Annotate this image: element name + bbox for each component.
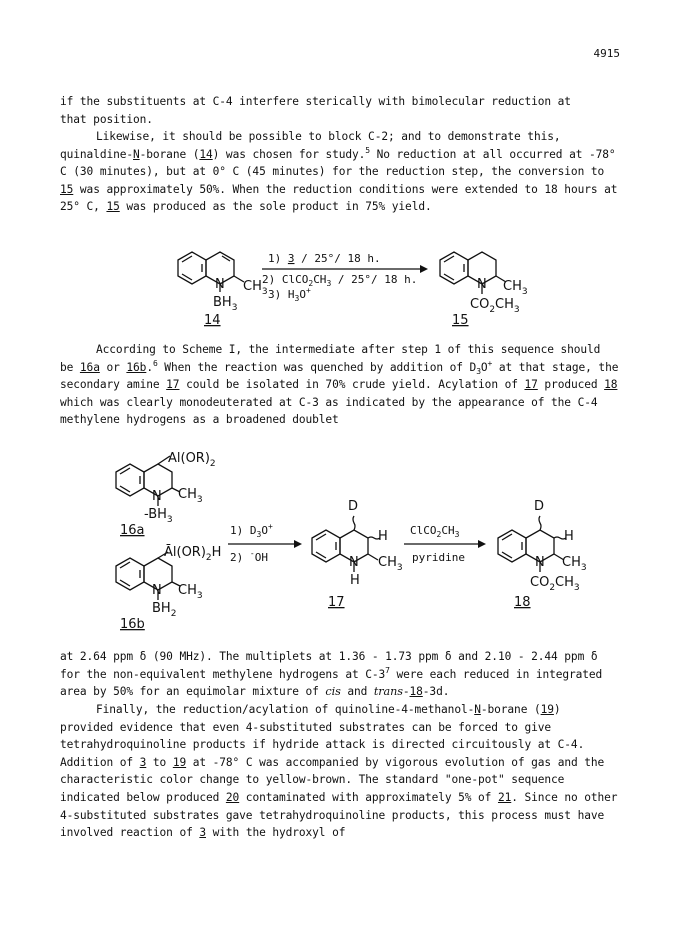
atom-n: N [477, 277, 487, 292]
scheme-1-drawing [0, 240, 680, 335]
methyl-group: $CH_3$ [562, 555, 587, 573]
aluminum-group: $Al(OR)_2$ [168, 451, 216, 469]
condition-step-1: 1) 3 / 25°/ 18 h. [268, 252, 381, 265]
reaction-scheme-1 [0, 240, 680, 335]
arrow-1-condition-top: 1) $D_3O^+$ [230, 522, 273, 539]
borane-group: $BH_3$ [213, 295, 238, 313]
arrow-head [420, 265, 428, 273]
hydrogen-label: H [378, 529, 388, 544]
page-number: 4915 [593, 47, 620, 60]
compound-label-14: 14 [204, 313, 221, 328]
borane-group: $BH_2$ [152, 601, 177, 619]
paragraph-line: that position. [60, 112, 153, 126]
paragraph-text: at 2.64 ppm δ (90 MHz). The multiplets at 1.36 - 1.73 ppm δ and 2.10 - 2.44 ppm δ for the non-equivalent methylene hydrogens at $C-3^7$ were each reduced in integrated area by 50% for an equimolar mixture of cis and trans-18-3d. [60, 650, 603, 699]
condition-step-2: 2) $ClCO_2CH_3 / 25^\circ/$ 18 h. [262, 273, 418, 288]
deuterium-label: D [348, 499, 359, 514]
compound-label-15: 15 [452, 313, 469, 328]
arrow-head [478, 540, 486, 548]
arrow-2-condition-bottom: pyridine [412, 551, 465, 564]
atom-n: N [215, 277, 225, 292]
paragraph-continuation [60, 93, 620, 128]
aluminum-hydride-group: $Āl(OR)_2H$ [164, 545, 222, 563]
atom-n: N [535, 555, 545, 570]
atom-n: N [152, 489, 162, 504]
borane-group: $-BH_3$ [144, 507, 173, 525]
paragraph-text: Finally, the reduction/acylation of quinoline-4-methanol-N-borane (19) provided evidence that even 4-substituted substrates can be forced to give tetrahydroquinoline products if hydride attack is directed circuitously at C-4. Addition of 3 to 19 at -78° C was accompanied by vigorous evolution of gas and the characteristic color change to yellow-brown. The standard "one-pot" sequence indicated below produced 20 contaminated with approximately 5% of 21. Since no other 4-substituted substrates gave tetrahydroquinoline products, this process must have involved reaction of 3 with the hydroxyl of [60, 703, 618, 840]
structure-15 [440, 252, 506, 294]
compound-label-16a: 16a [120, 523, 145, 538]
compound-label-16b: 16b [120, 617, 145, 632]
methyl-group: $CH_3$ [178, 487, 203, 505]
methyl-group: $CH_3$ [378, 555, 403, 573]
methyl-group: $CH_3$ [503, 279, 528, 297]
atom-n: N [349, 555, 359, 570]
methyl-group: $CH_3$ [243, 279, 268, 297]
deuterium-label: D [534, 499, 545, 514]
carbamate-group: $CO_2CH_3$ [530, 575, 580, 593]
arrow-1-condition-bottom: 2) -OH [230, 549, 268, 564]
scheme-2-drawing [0, 448, 680, 638]
condition-step-3: 3) $H_3O^+$ [268, 286, 311, 303]
paragraph-block-nmr [60, 648, 620, 701]
atom-n: N [152, 583, 162, 598]
structure-17 [312, 516, 380, 572]
paragraph-block-scheme-i [60, 341, 620, 429]
carbamate-group: $CO_2CH_3$ [470, 297, 520, 315]
arrow-2-condition-top: $ClCO_2CH_3$ [410, 524, 460, 539]
hydrogen-label: H [564, 529, 574, 544]
arrow-head [294, 540, 302, 548]
paragraph-text: Likewise, it should be possible to block C-2; and to demonstrate this, quinaldine-N-borane (14) was chosen for study.$^5$ No reduction at all occurred at -78° C (30 minutes), but at 0° C (45 minutes) for the reduction step, the conversion to 15 was approximately 50%. When the reduction conditions were extended to 18 hours at 25° C, 15 was produced as the sole product in 75% yield. [60, 130, 618, 214]
amine-hydrogen: H [350, 573, 360, 588]
paragraph-line: if the substituents at C-4 interfere sterically with bimolecular reduction at [60, 95, 571, 108]
compound-label-18: 18 [514, 595, 531, 610]
structure-18 [498, 516, 566, 572]
paragraph-text: According to Scheme I, the intermediate after step 1 of this sequence should be 16a or 16b.$^6$ When the reaction was quenched by addition of $D_3O^+$ at that stage, the secondary amine 17 could be isolated in 70% crude yield. Acylation of 17 produced 18 which was clearly monodeuterated at C-3 as indicated by the appearance of the C-4 methylene hydrogens as a broadened doublet [60, 343, 619, 427]
methyl-group: $CH_3$ [178, 583, 203, 601]
paragraph-block-quinaldine [60, 128, 620, 216]
paragraph-block-finally [60, 701, 620, 842]
reaction-scheme-2 [0, 448, 680, 638]
compound-label-17: 17 [328, 595, 345, 610]
structure-14 [178, 252, 244, 292]
